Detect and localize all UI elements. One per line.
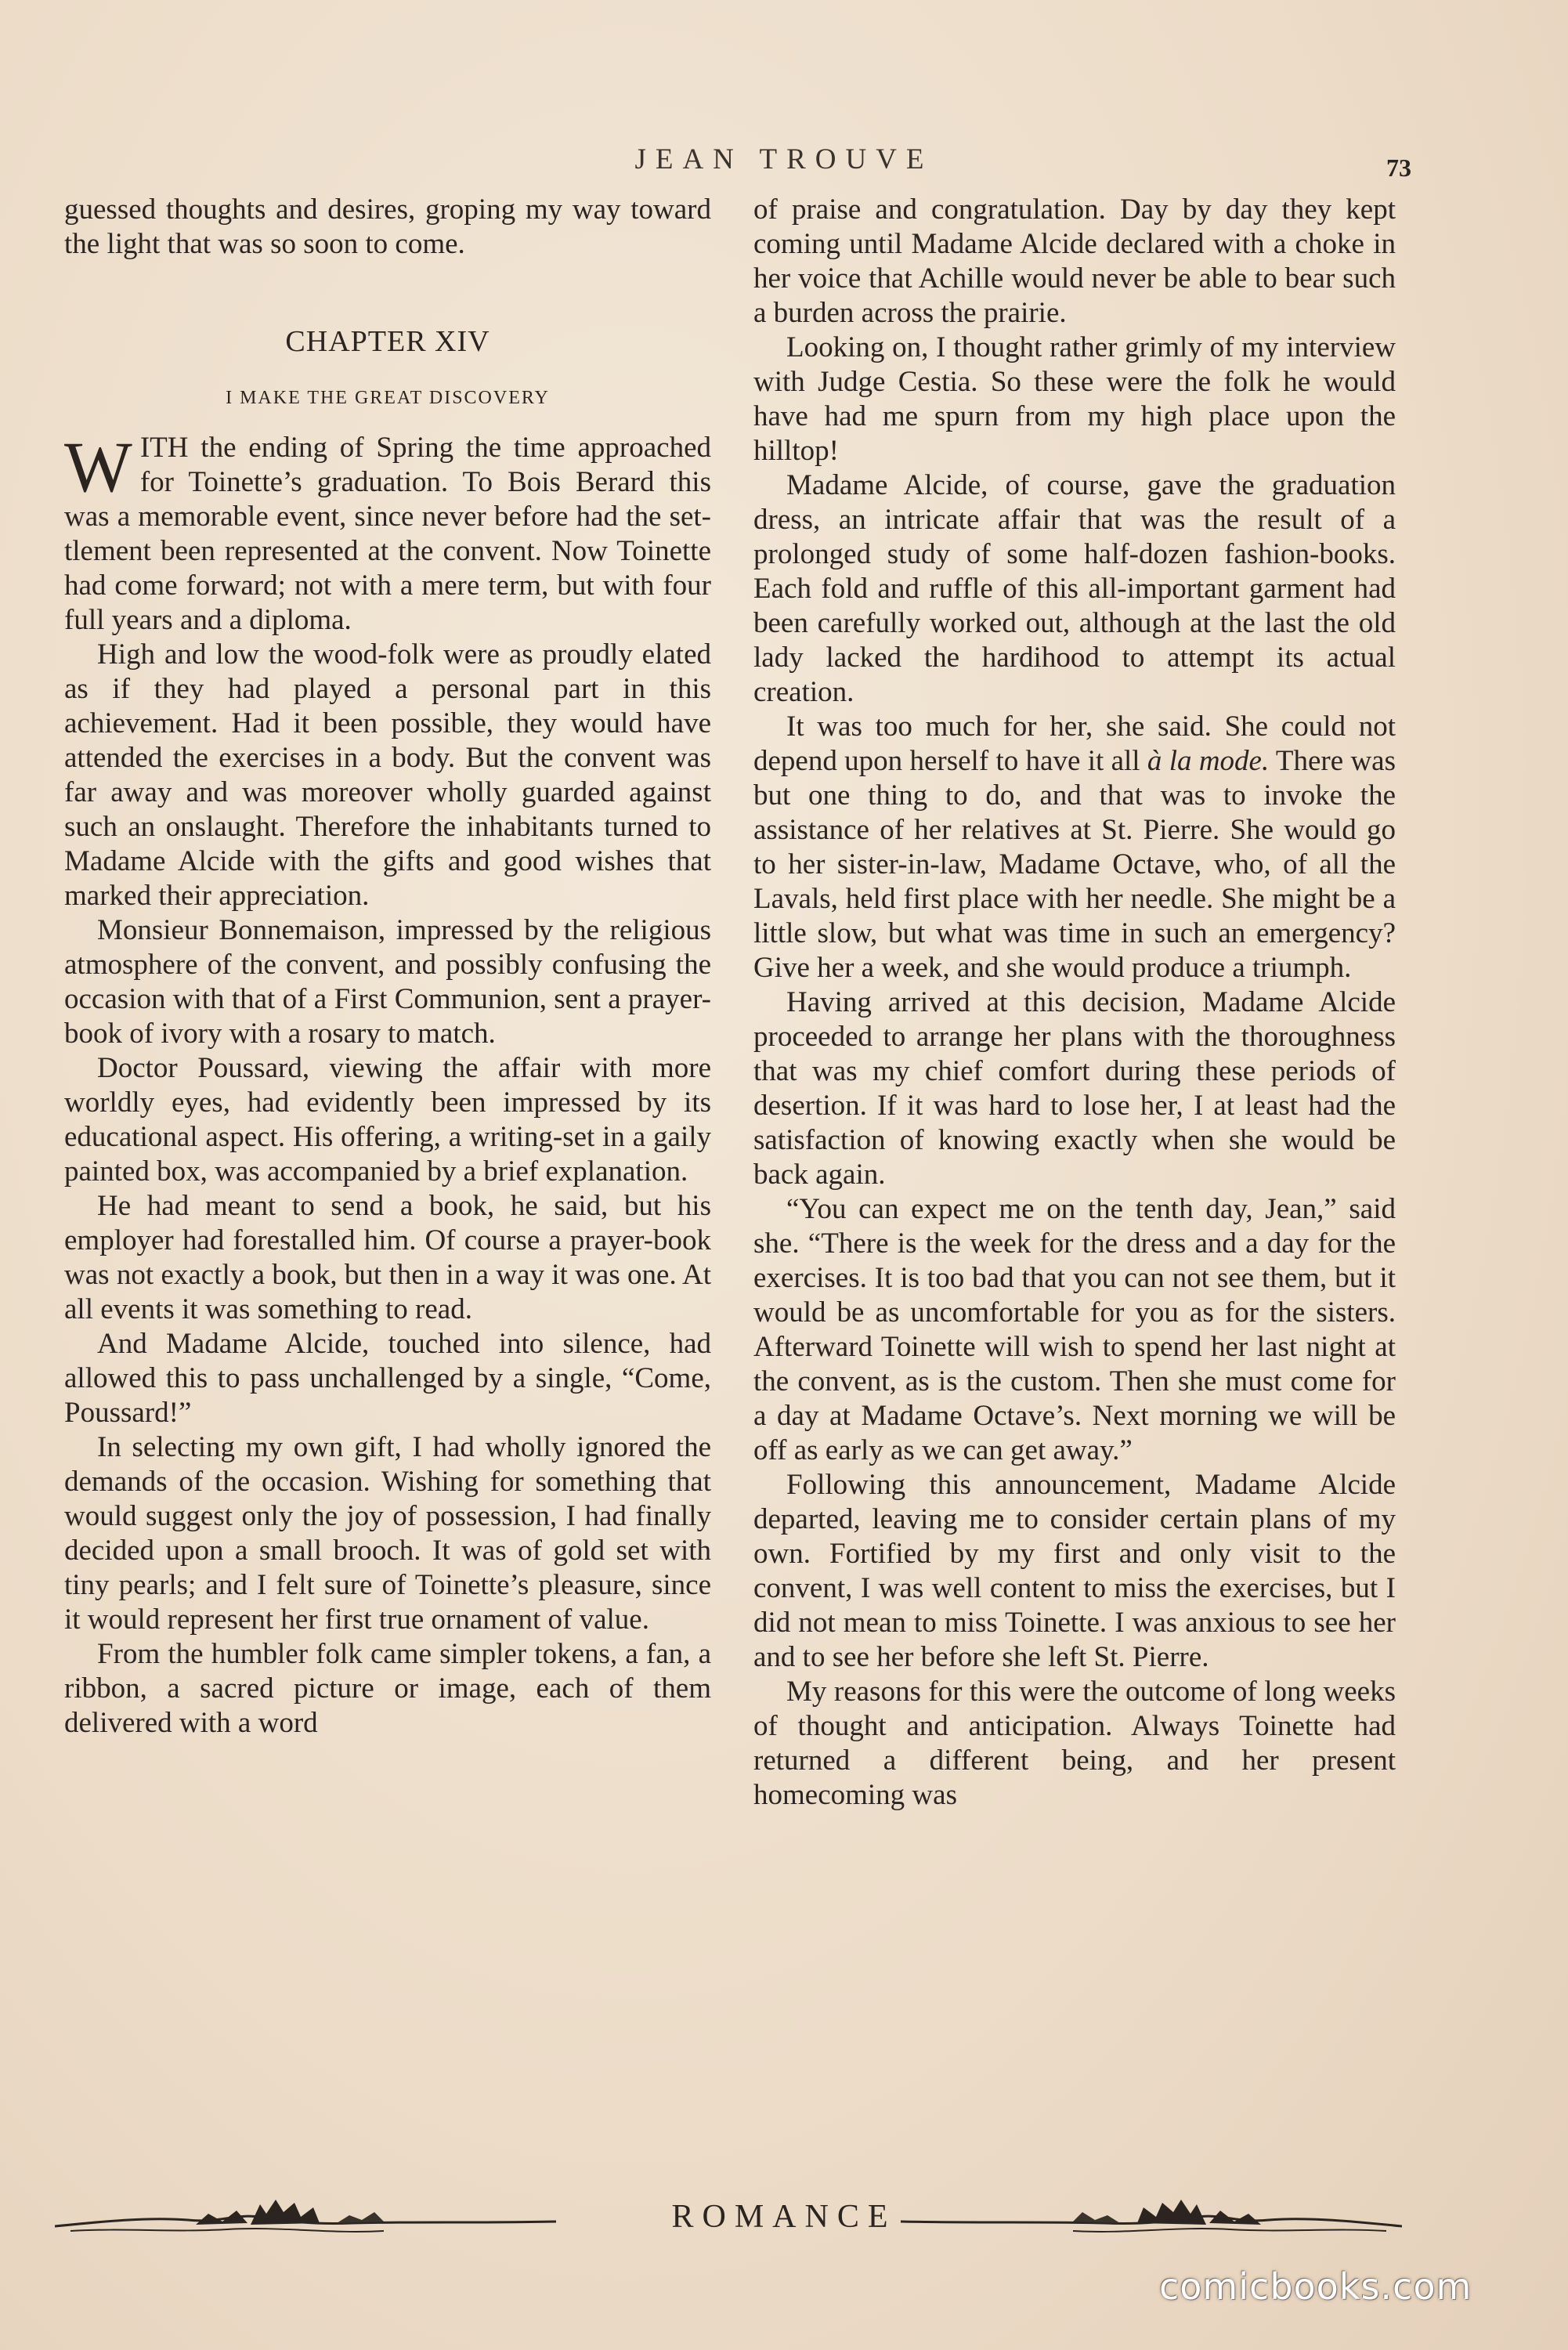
- drop-cap: W: [64, 427, 132, 507]
- paragraph: In selecting my own gift, I had wholly ignored the demands of the occasion. Wishing for something that would suggest only the joy of possession, I had finally decided upon a small brooch. It was of gold set with tiny pearls; and I felt sure of Toinette’s pleasure, since it would represent her first true ornament of value.: [64, 1431, 711, 1636]
- first-paragraph: [64, 427, 711, 638]
- paragraph: He had meant to send a book, he said, but his employer had forestalled him. Of course a prayer-book was not exactly a book, but then in a way it was one. At all events it was something to read.: [64, 1190, 711, 1325]
- paragraph: Having arrived at this decision, Madame Alcide proceeded to arrange her plans with the thoroughness that was my chief comfort during these periods of desertion. If it was hard to lose her, I at least had the satisfaction of knowing exactly when she would be back again.: [753, 986, 1396, 1191]
- chapter-title: CHAPTER XIV: [285, 325, 490, 358]
- continuation-paragraph: guessed thoughts and desires, groping my way toward the light that was so soon to come.: [64, 193, 711, 260]
- text-run: There was but one thing to do, and that was to invoke the assistance of her relatives at St. Pierre. She would go to her sister-in-law, Madame Octave, who, of all the Lavals, held first place with her needle. She might be a little slow, but what was time in such an emergency? Give her a week, and she would produce a triumph.: [753, 745, 1396, 984]
- first-paragraph-text: ITH the ending of Spring the time approached for Toinette’s graduation. To Bois Berard this was a memorable event, since never before had the settlement been represented at the convent. Now Toinette had come forward; not with a mere term, but with four full years and a diploma.: [64, 432, 711, 636]
- magazine-name: ROMANCE: [671, 2199, 897, 2235]
- right-column: [753, 193, 1396, 1813]
- paragraph: Monsieur Bonnemaison, impressed by the religious atmosphere of the convent, and possibly confusing the occasion with that of a First Communion, sent a prayer-book of ivory with a rosary to match.: [64, 914, 711, 1050]
- text-run: It was too much for her, she said. She could not depend upon herself to have it all: [753, 710, 1396, 777]
- chapter-subtitle: I MAKE THE GREAT DISCOVERY: [226, 388, 550, 408]
- footer: [0, 2193, 1568, 2248]
- paragraph: Looking on, I thought rather grimly of my interview with Judge Cestia. So these were the folk he would have had me spurn from my high place upon the hilltop!: [753, 331, 1396, 467]
- paragraph: “You can expect me on the tenth day, Jean,” said she. “There is the week for the dress and a day for the exercises. It is too bad that you can not see them, but it would be as uncomfortable for you as for the sisters. Afterward Toinette will wish to spend her last night at the convent, as is the custom. Then she must come for a day at Madame Octave’s. Next morning we will be off as early as we can get away.”: [753, 1193, 1396, 1466]
- paragraph: High and low the wood-folk were as proudly elated as if they had played a personal part in this achievement. Had it been possible, they would have attended the exercises in a body. But the convent was far away and was moreover wholly guarded against such an onslaught. Therefore the inhabitants turned to Madame Alcide with the gifts and good wishes that marked their appreciation.: [64, 638, 711, 912]
- paragraph: Doctor Poussard, viewing the affair with more worldly eyes, had evidently been impressed by its educational aspect. His offering, a writing-set in a gaily painted box, was accompanied by a brief explanation.: [64, 1052, 711, 1188]
- italic-phrase: à la mode.: [1147, 745, 1270, 777]
- continuation-paragraph: of praise and congratulation. Day by day they kept coming until Madame Alcide declared with a choke in her voice that Achille would never be able to bear such a burden across the prairie.: [753, 193, 1396, 329]
- paragraph: Madame Alcide, of course, gave the graduation dress, an intricate affair that was the result of a prolonged study of some half-dozen fashion-books. Each fold and ruffle of this all-important garment had been carefully worked out, although at the last the old lady lacked the hardihood to attempt its actual creation.: [753, 469, 1396, 708]
- page-number: 73: [1386, 154, 1411, 182]
- paragraph-a-la-mode: [753, 710, 1396, 985]
- running-head: JEAN TROUVE: [634, 143, 934, 175]
- watermark: comicbooks.com: [1159, 2265, 1472, 2308]
- paragraph: From the humbler folk came simpler tokens, a fan, a ribbon, a sacred picture or image, each of them delivered with a word: [64, 1638, 711, 1739]
- paragraph: My reasons for this were the outcome of long weeks of thought and anticipation. Always Toinette had returned a different being, and her present homecoming was: [753, 1676, 1396, 1811]
- paragraph: Following this announcement, Madame Alcide departed, leaving me to consider certain plans of my own. Fortified by my first and only visit to the convent, I was well content to miss the exercises, but I did not mean to miss Toinette. I was anxious to see her and to see her before she left St. Pierre.: [753, 1469, 1396, 1673]
- paragraph: And Madame Alcide, touched into silence, had allowed this to pass unchallenged by a single, “Come, Poussard!”: [64, 1328, 711, 1429]
- left-column: [64, 193, 711, 1741]
- landscape-ornament-right: [901, 2193, 1402, 2248]
